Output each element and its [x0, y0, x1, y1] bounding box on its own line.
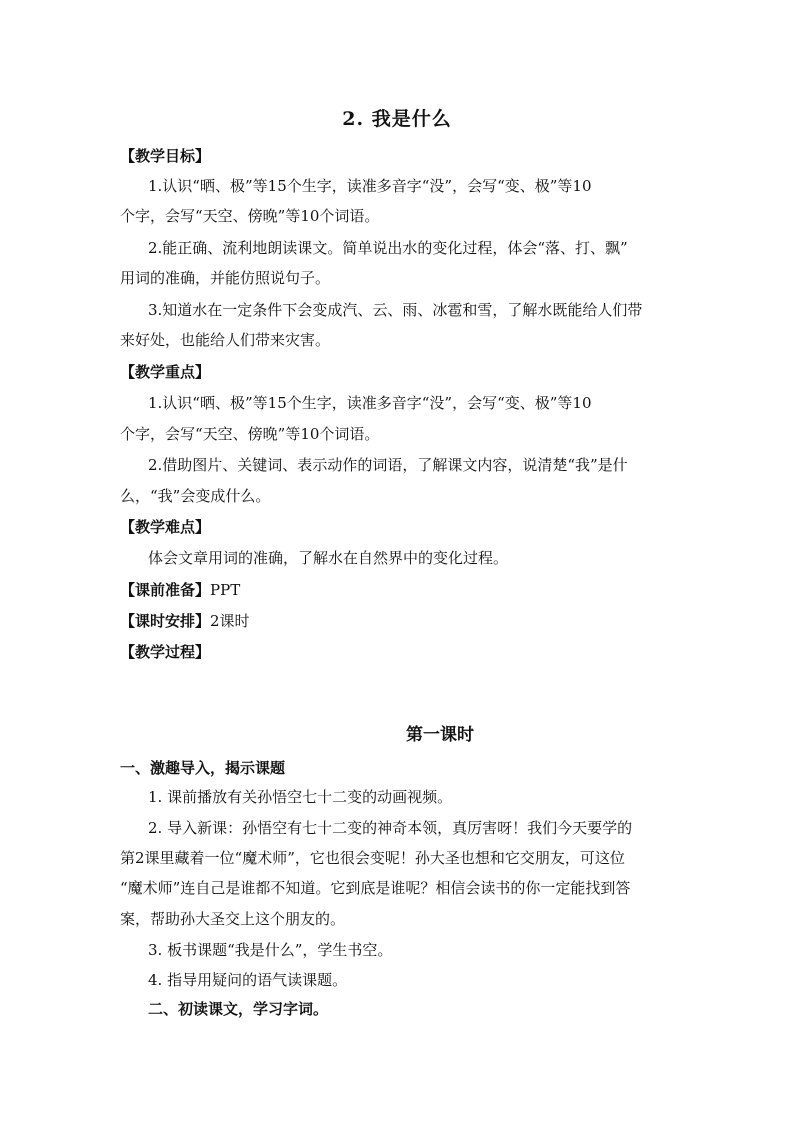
- prep-value: PPT: [210, 581, 241, 599]
- goal-line: 用词的准确，并能仿照说句子。: [120, 269, 331, 287]
- part1-line: 3. 板书课题“我是什么”，学生书空。: [148, 941, 393, 959]
- key-point-line: 么，“我”会变成什么。: [120, 487, 271, 505]
- schedule-header: 【课时安排】: [120, 612, 211, 630]
- part1-line: 第2课里藏着一位“魔术师”，它也很会变呢！孙大圣也想和它交朋友，可这位: [120, 849, 625, 867]
- part1-line: 2. 导入新课：孙悟空有七十二变的神奇本领，真厉害呀！我们今天要学的: [148, 819, 633, 837]
- difficulty-line: 体会文章用词的准确，了解水在自然界中的变化过程。: [148, 549, 509, 567]
- key-point-line: 2.借助图片、关键词、表示动作的词语，了解课文内容，说清楚“我”是什: [148, 456, 628, 474]
- part1-line: “魔术师”连自己是谁都不知道。它到底是谁呢？相信会读书的你一定能找到答: [120, 879, 631, 897]
- prep-line: [120, 580, 680, 600]
- goals-header: 【教学目标】: [120, 147, 211, 165]
- goal-line: 2.能正确、流利地朗读课文。简单说出水的变化过程，体会“落、打、飘”: [148, 239, 628, 257]
- schedule-value: 2课时: [210, 612, 250, 630]
- goal-line: 来好处，也能给人们带来灾害。: [120, 331, 331, 349]
- key-point-line: 1.认识“晒、极”等15个生字，读准多音字“没”，会写“变、极”等10: [148, 394, 592, 412]
- part2-header: 二、初读课文，学习字词。: [148, 1000, 329, 1018]
- goal-line: 个字，会写“天空、傍晚”等10个词语。: [120, 207, 380, 225]
- part1-line: 案，帮助孙大圣交上这个朋友的。: [120, 910, 346, 928]
- part1-line: 1. 课前播放有关孙悟空七十二变的动画视频。: [148, 788, 453, 806]
- process-header: 【教学过程】: [120, 643, 211, 661]
- prep-header: 【课前准备】: [120, 581, 211, 599]
- lesson-title: 第一课时: [406, 725, 474, 745]
- difficulty-header: 【教学难点】: [120, 518, 211, 536]
- schedule-line: [120, 611, 680, 631]
- goal-line: 1.认识“晒、极”等15个生字，读准多音字“没”，会写“变、极”等10: [148, 177, 592, 195]
- key-points-header: 【教学重点】: [120, 363, 211, 381]
- part1-line: 4. 指导用疑问的语气读课题。: [148, 971, 348, 989]
- part1-header: 一、激趣导入，揭示课题: [120, 759, 286, 777]
- key-point-line: 个字，会写“天空、傍晚”等10个词语。: [120, 425, 380, 443]
- goal-line: 3.知道水在一定条件下会变成汽、云、雨、冰雹和雪，了解水既能给人们带: [148, 301, 643, 319]
- document-title: 2. 我是什么: [342, 108, 452, 130]
